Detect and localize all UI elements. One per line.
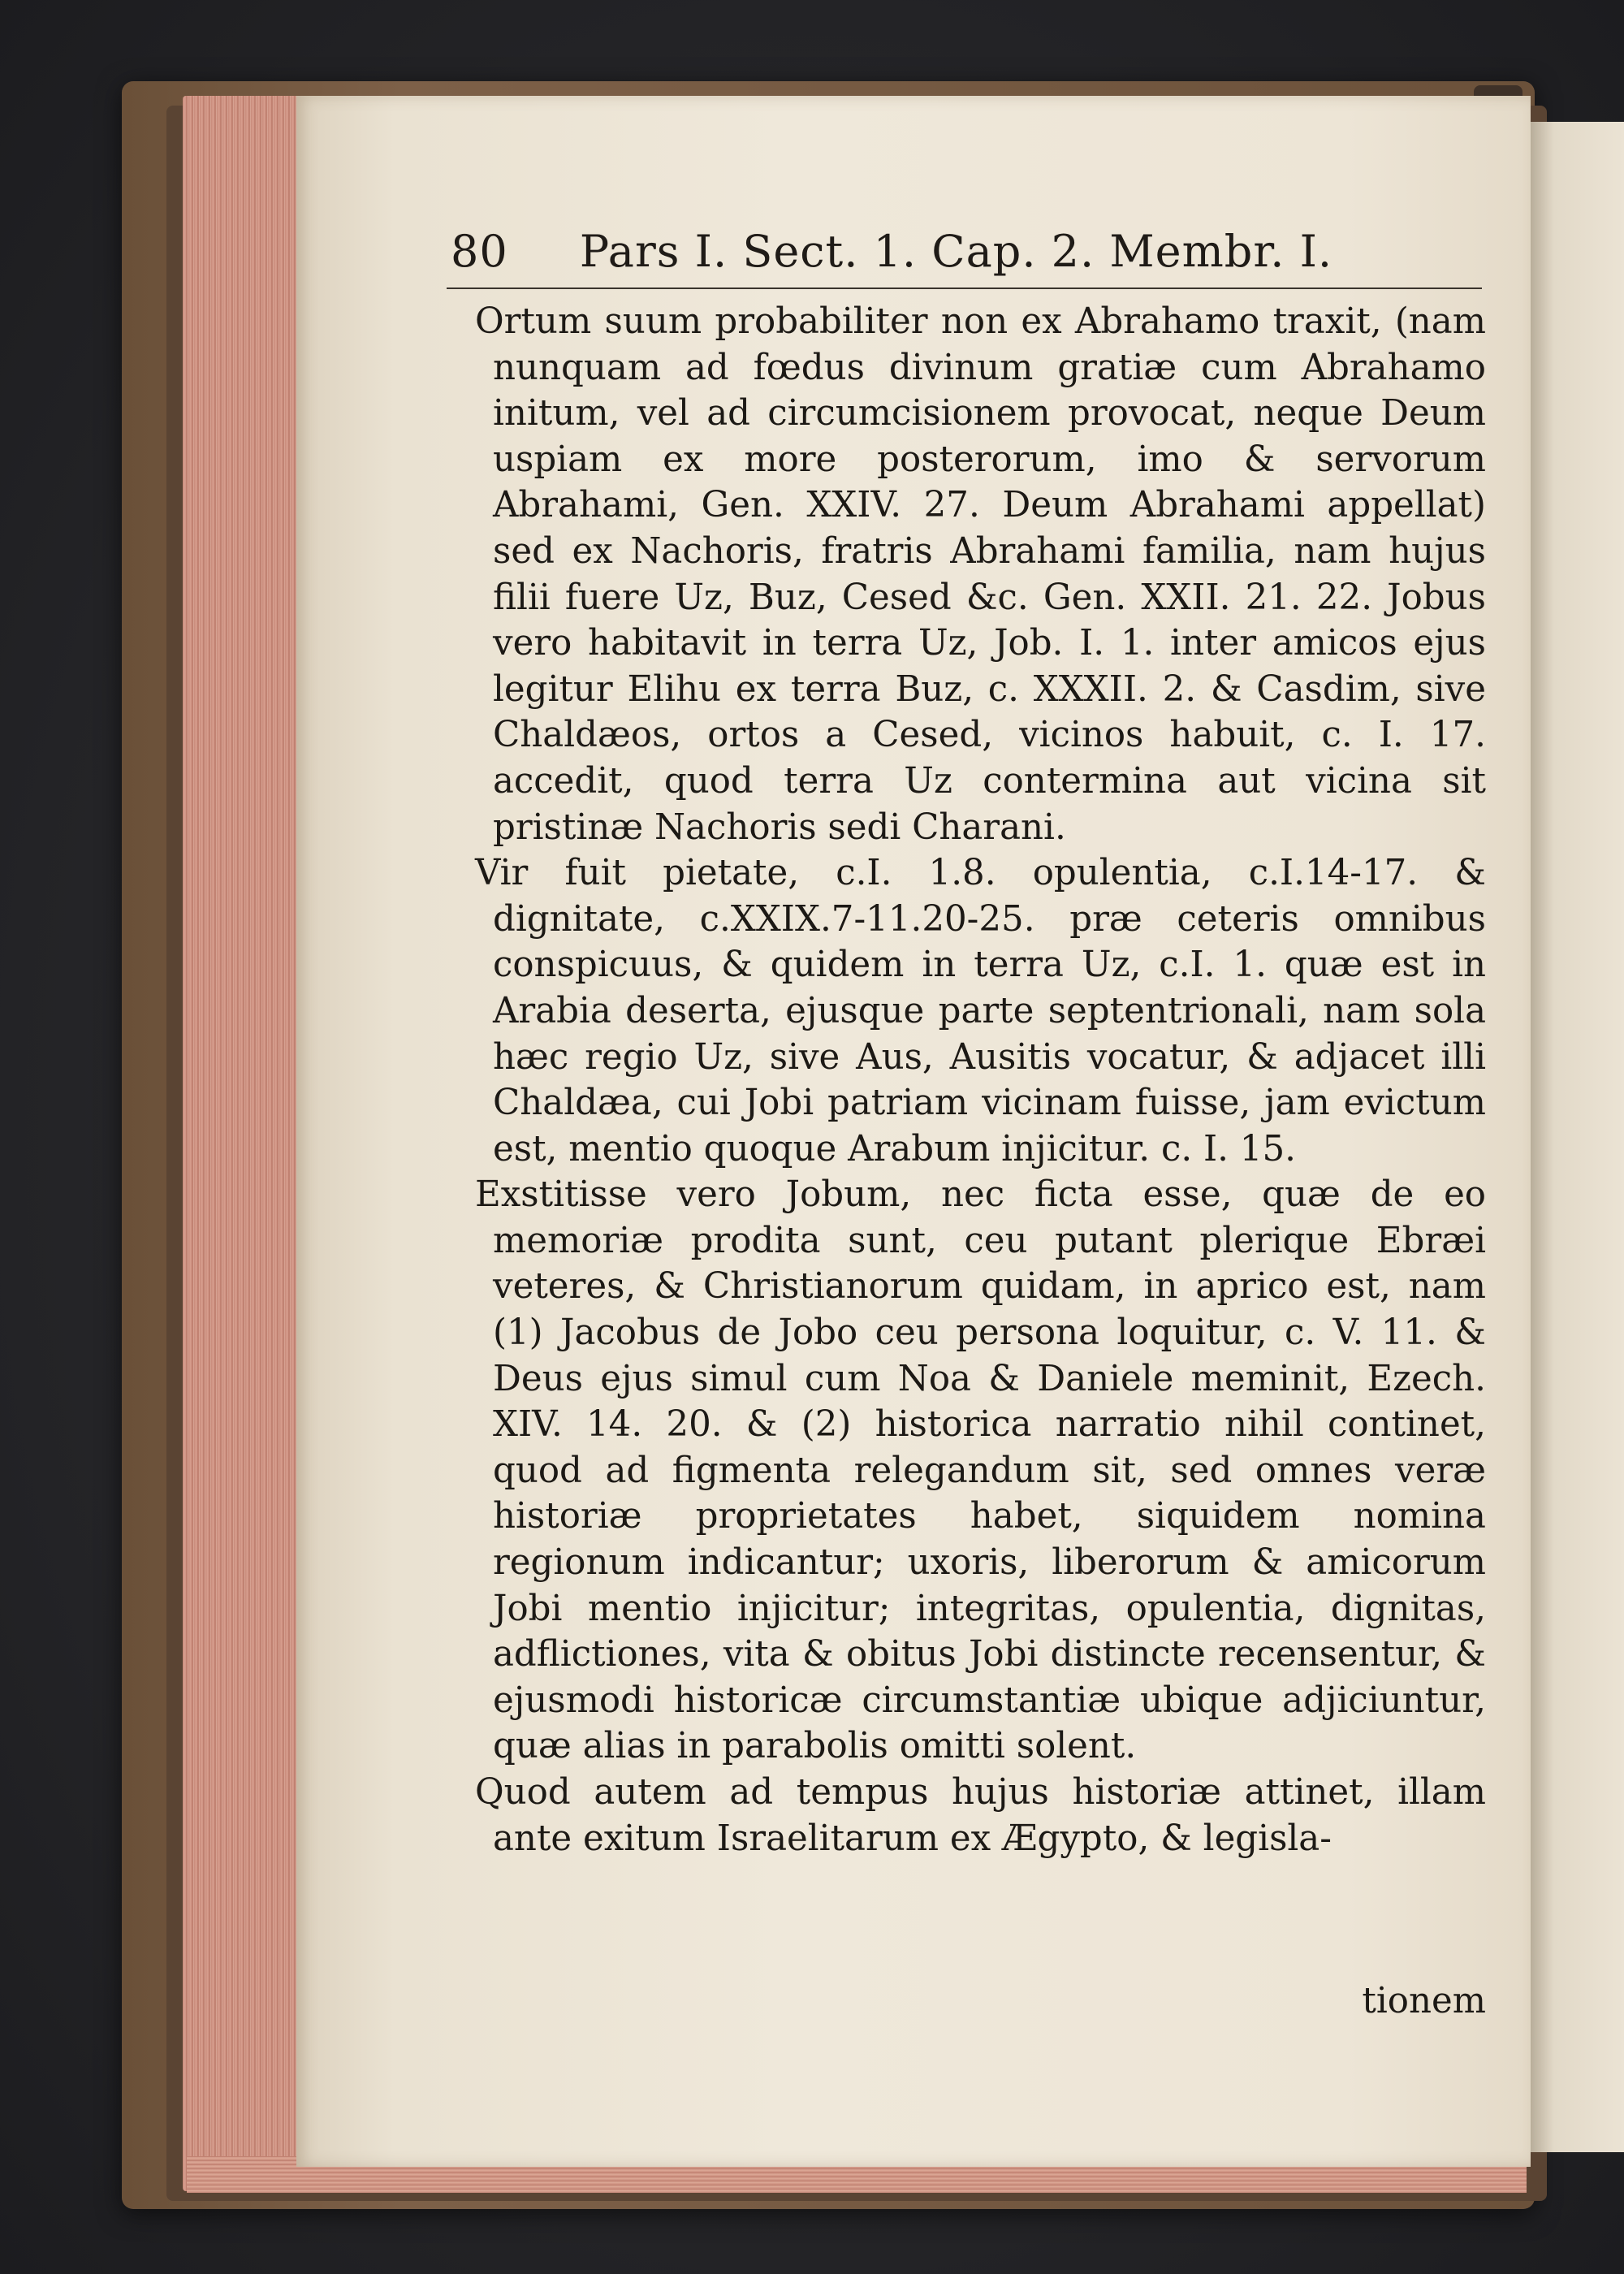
page-number: 80 — [451, 226, 508, 277]
running-header — [451, 226, 1449, 277]
paragraph-time: Quod autem ad tempus hujus historiæ attinet, illam ante exitum Israelitarum ex Ægypto, & legisla- — [475, 1772, 1486, 1859]
facing-page-edge — [1531, 122, 1624, 2152]
body-text — [475, 299, 1486, 1861]
book-page — [296, 96, 1531, 2167]
running-title: Pars I. Sect. 1. Cap. 2. Membr. I. — [579, 226, 1333, 277]
paragraph-existence: Exstitisse vero Jobum, nec ficta esse, quæ de eo memoriæ prodita sunt, ceu putant plerique Ebræi veteres, & Christianorum quidam, in aprico est, nam (1) Jacobus de Jobo ceu persona loquitur, c. V. 11. & Deus ejus simul cum Noa & Daniele meminit, Ezech. XIV. 14. 20. & (2) historica narratio nihil continet, quod ad figmenta relegandum sit, sed omnes veræ historiæ proprietates habet, siquidem nomina regionum indicantur; uxoris, liberorum & amicorum Jobi mentio injicitur; integritas, opulentia, dignitas, adflictiones, vita & obitus Jobi distincte recensentur, & ejusmodi historicæ circumstantiæ ubique adjiciuntur, quæ alias in parabolis omitti solent. — [475, 1174, 1486, 1767]
paragraph-character: Vir fuit pietate, c.I. 1.8. opulentia, c.I.14-17. & dignitate, c.XXIX.7-11.20-25. præ ceteris omnibus conspicuus, & quidem in terra Uz, c.I. 1. quæ est in Arabia deserta, ejusque parte septentrionali, nam sola hæc regio Uz, sive Aus, Ausitis vocatur, & adjacet illi Chaldæa, cui Jobi patriam vicinam fuisse, jam evictum est, mentio quoque Arabum injicitur. c. I. 15. — [475, 853, 1486, 1169]
page-block-edges — [183, 96, 304, 2191]
header-rule — [447, 287, 1482, 289]
catchword: tionem — [1362, 1981, 1486, 2021]
paragraph-origin: Ortum suum probabiliter non ex Abrahamo traxit, (nam nunquam ad fœdus divinum gratiæ cum Abrahamo initum, vel ad circumcisionem provocat, neque Deum uspiam ex more posterorum, imo & servorum Abrahami, Gen. XXIV. 27. Deum Abrahami appellat) sed ex Nachoris, fratris Abrahami familia, nam hujus filii fuere Uz, Buz, Cesed &c. Gen. XXII. 21. 22. Jobus vero habitavit in terra Uz, Job. I. 1. inter amicos ejus legitur Elihu ex terra Buz, c. XXXII. 2. & Casdim, sive Chaldæos, ortos a Cesed, vicinos habuit, c. I. 17. accedit, quod terra Uz contermina aut vicina sit pristinæ Nachoris sedi Charani. — [475, 301, 1486, 848]
